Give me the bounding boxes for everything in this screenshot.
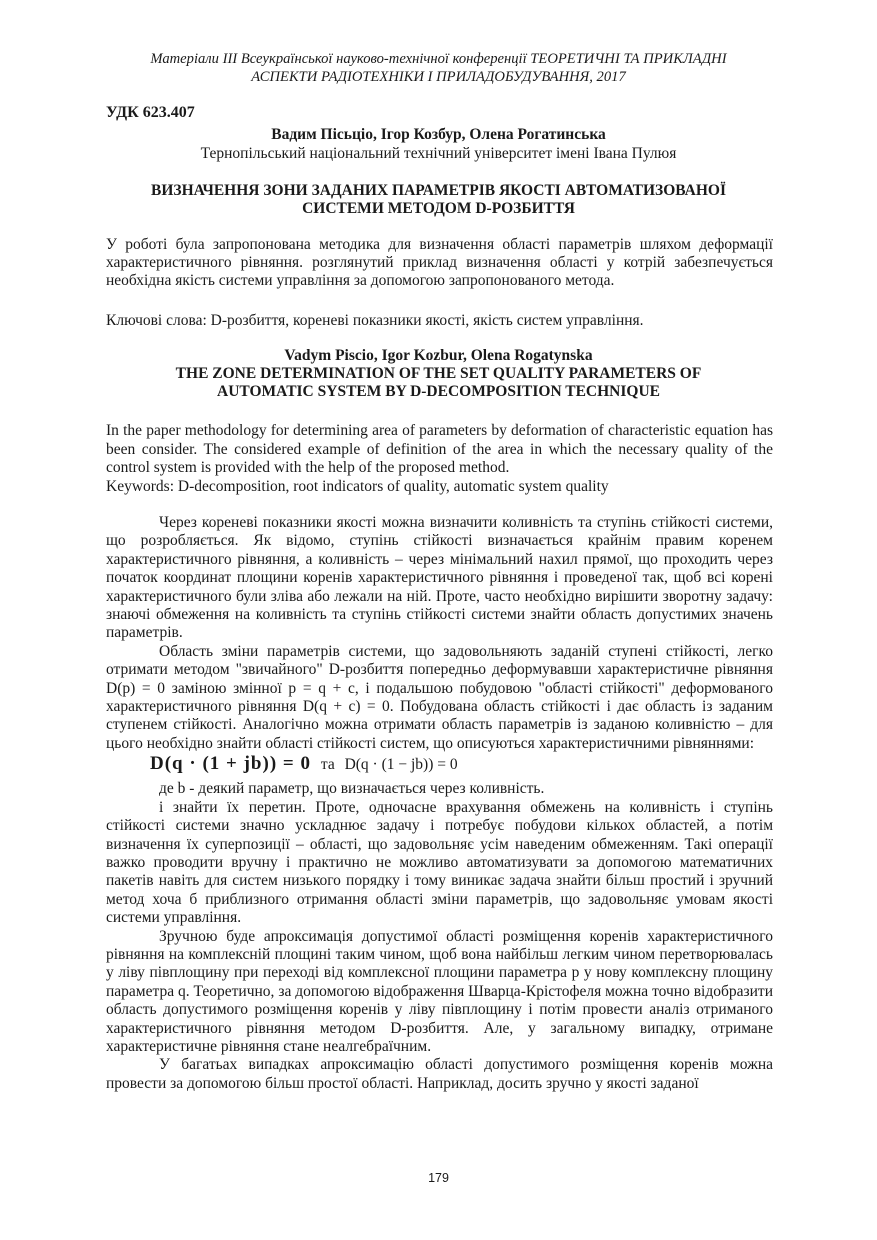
title-ua-line-2: СИСТЕМИ МЕТОДОМ D-РОЗБИТТЯ [302, 200, 575, 217]
title-en-line-2: AUTOMATIC SYSTEM BY D-DECOMPOSITION TECHNIQUE [217, 383, 660, 400]
paragraph-6: У багатьах випадках апроксимацію області допустимого розміщення коренів можна провести за допомогою більш простої області. Наприклад, досить зручно у якості заданої [106, 1056, 773, 1092]
body-text [106, 514, 773, 1093]
paragraph-5: Зручною буде апроксимація допустимої області розміщення коренів характеристичного рівняння на комплексній площині таким чином, щоб вона найбільш легким чином перетворювалась у ліву півплощину при переході від комплексної площини параметра p у нову комплексну площину параметра q. Теоретично, за допомогою відображення Шварца-Крістофеля можна точно відобразити область допустимого розміщення коренів у ліву півплощину і потім провести аналіз отриманого характеристичного рівняння методом D-розбиття. Але, у загальному випадку, отримане характеристичне рівняння стане неалгебраїчним. [106, 927, 773, 1055]
affiliation: Тернопільський національний технічний університет імені Івана Пулюя [200, 145, 677, 162]
formula [150, 755, 773, 777]
formula-left: D(q · (1 + jb)) = 0 [150, 753, 311, 775]
header-line-2: АСПЕКТИ РАДІОТЕХНІКИ І ПРИЛАДОБУДУВАННЯ, 2017 [251, 69, 626, 85]
paragraph-1: Через кореневі показники якості можна визначити коливність та ступінь стійкості системи, що розробляється. Як відомо, ступінь стійкості визначається крайнім правим коренем характеристичного рівняння, а коливність – через мінімальний нахил прямої, що проходить через початок координат площини коренів характеристичного рівняння і проведеної так, щоб всі корені характеристичного були зліва або лежали на ній. Проте, часто необхідно вирішити зворотну задачу: знаючі обмеження на коливність та ступінь стійкості системи знайти область допустимих значень параметрів. [106, 514, 773, 642]
formula-conjunction: та [320, 756, 335, 774]
title-en [100, 365, 777, 401]
paragraph-4: і знайти їх перетин. Проте, одночасне врахування обмежень на коливність і ступінь стійкості системи значно ускладнює задачу і потребує побудови кількох областей, а потім визначення їх суперпозиції – області, що задовольняє усім наведеним обмеженням. Такі операції важко проводити вручну і практично не можливо автоматизувати за допомогою математичних пакетів навіть для систем низького порядку і тому виникає задача знайти більш простий і зручний метод хоча б приблизного отримання області зміни параметрів, що задовольняє умовам якості системи управління. [106, 798, 773, 927]
abstract-en: In the paper methodology for determining area of parameters by deformation of characteristic equation has been consider. The considered example of definition of the area in which the necessary quality of the control system is provided with the help of the proposed method. [106, 422, 773, 476]
authors-en: Vadym Piscio, Igor Kozbur, Olena Rogatynska [284, 347, 593, 364]
header-line-1: Матеріали ІІІ Всеукраїнської науково-технічної конференції ТЕОРЕТИЧНІ ТА ПРИКЛАДНІ [150, 51, 727, 67]
conference-header [0, 50, 877, 86]
title-ua [100, 182, 777, 218]
title-en-line-1: THE ZONE DETERMINATION OF THE SET QUALITY PARAMETERS OF [175, 365, 702, 382]
keywords-en: Keywords: D-decomposition, root indicators of quality, automatic system quality [106, 478, 609, 495]
paragraph-2: Область зміни параметрів системи, що задовольняють заданій ступені стійкості, легко отримати методом "звичайного" D-розбиття попередньо деформувавши характеристичне рівняння D(p) = 0 заміною змінної p = q + c, і подальшою побудовою "області стійкості" деформованого характеристичного рівняння D(q + c) = 0. Побудована область стійкості і дає область із заданим ступенем стійкості. Аналогічно можна отримати область параметрів із заданою коливністю – для цього необхідно знайти області стійкості систем, що описуються характеристичними рівняннями: [106, 642, 773, 752]
authors-ua: Вадим Пісьціо, Ігор Козбур, Олена Рогатинська [271, 126, 606, 143]
title-ua-line-1: ВИЗНАЧЕННЯ ЗОНИ ЗАДАНИХ ПАРАМЕТРІВ ЯКОСТІ АВТОМАТИЗОВАНОЇ [151, 182, 726, 199]
formula-right: D(q · (1 − jb)) = 0 [344, 756, 458, 774]
udk-code: УДК 623.407 [106, 104, 195, 121]
abstract-ua: У роботі була запропонована методика для визначення області параметрів шляхом деформації характеристичного рівняння. розглянутий приклад визначення області у котрій забезпечується необхідна якість системи управління за допомогою запропонованого метода. [106, 236, 773, 289]
page-number: 179 [428, 1171, 449, 1185]
keywords-ua: Ключові слова: D-розбиття, кореневі показники якості, якість систем управління. [106, 312, 644, 329]
paragraph-3: де b - деякий параметр, що визначається через коливність. [159, 780, 545, 798]
